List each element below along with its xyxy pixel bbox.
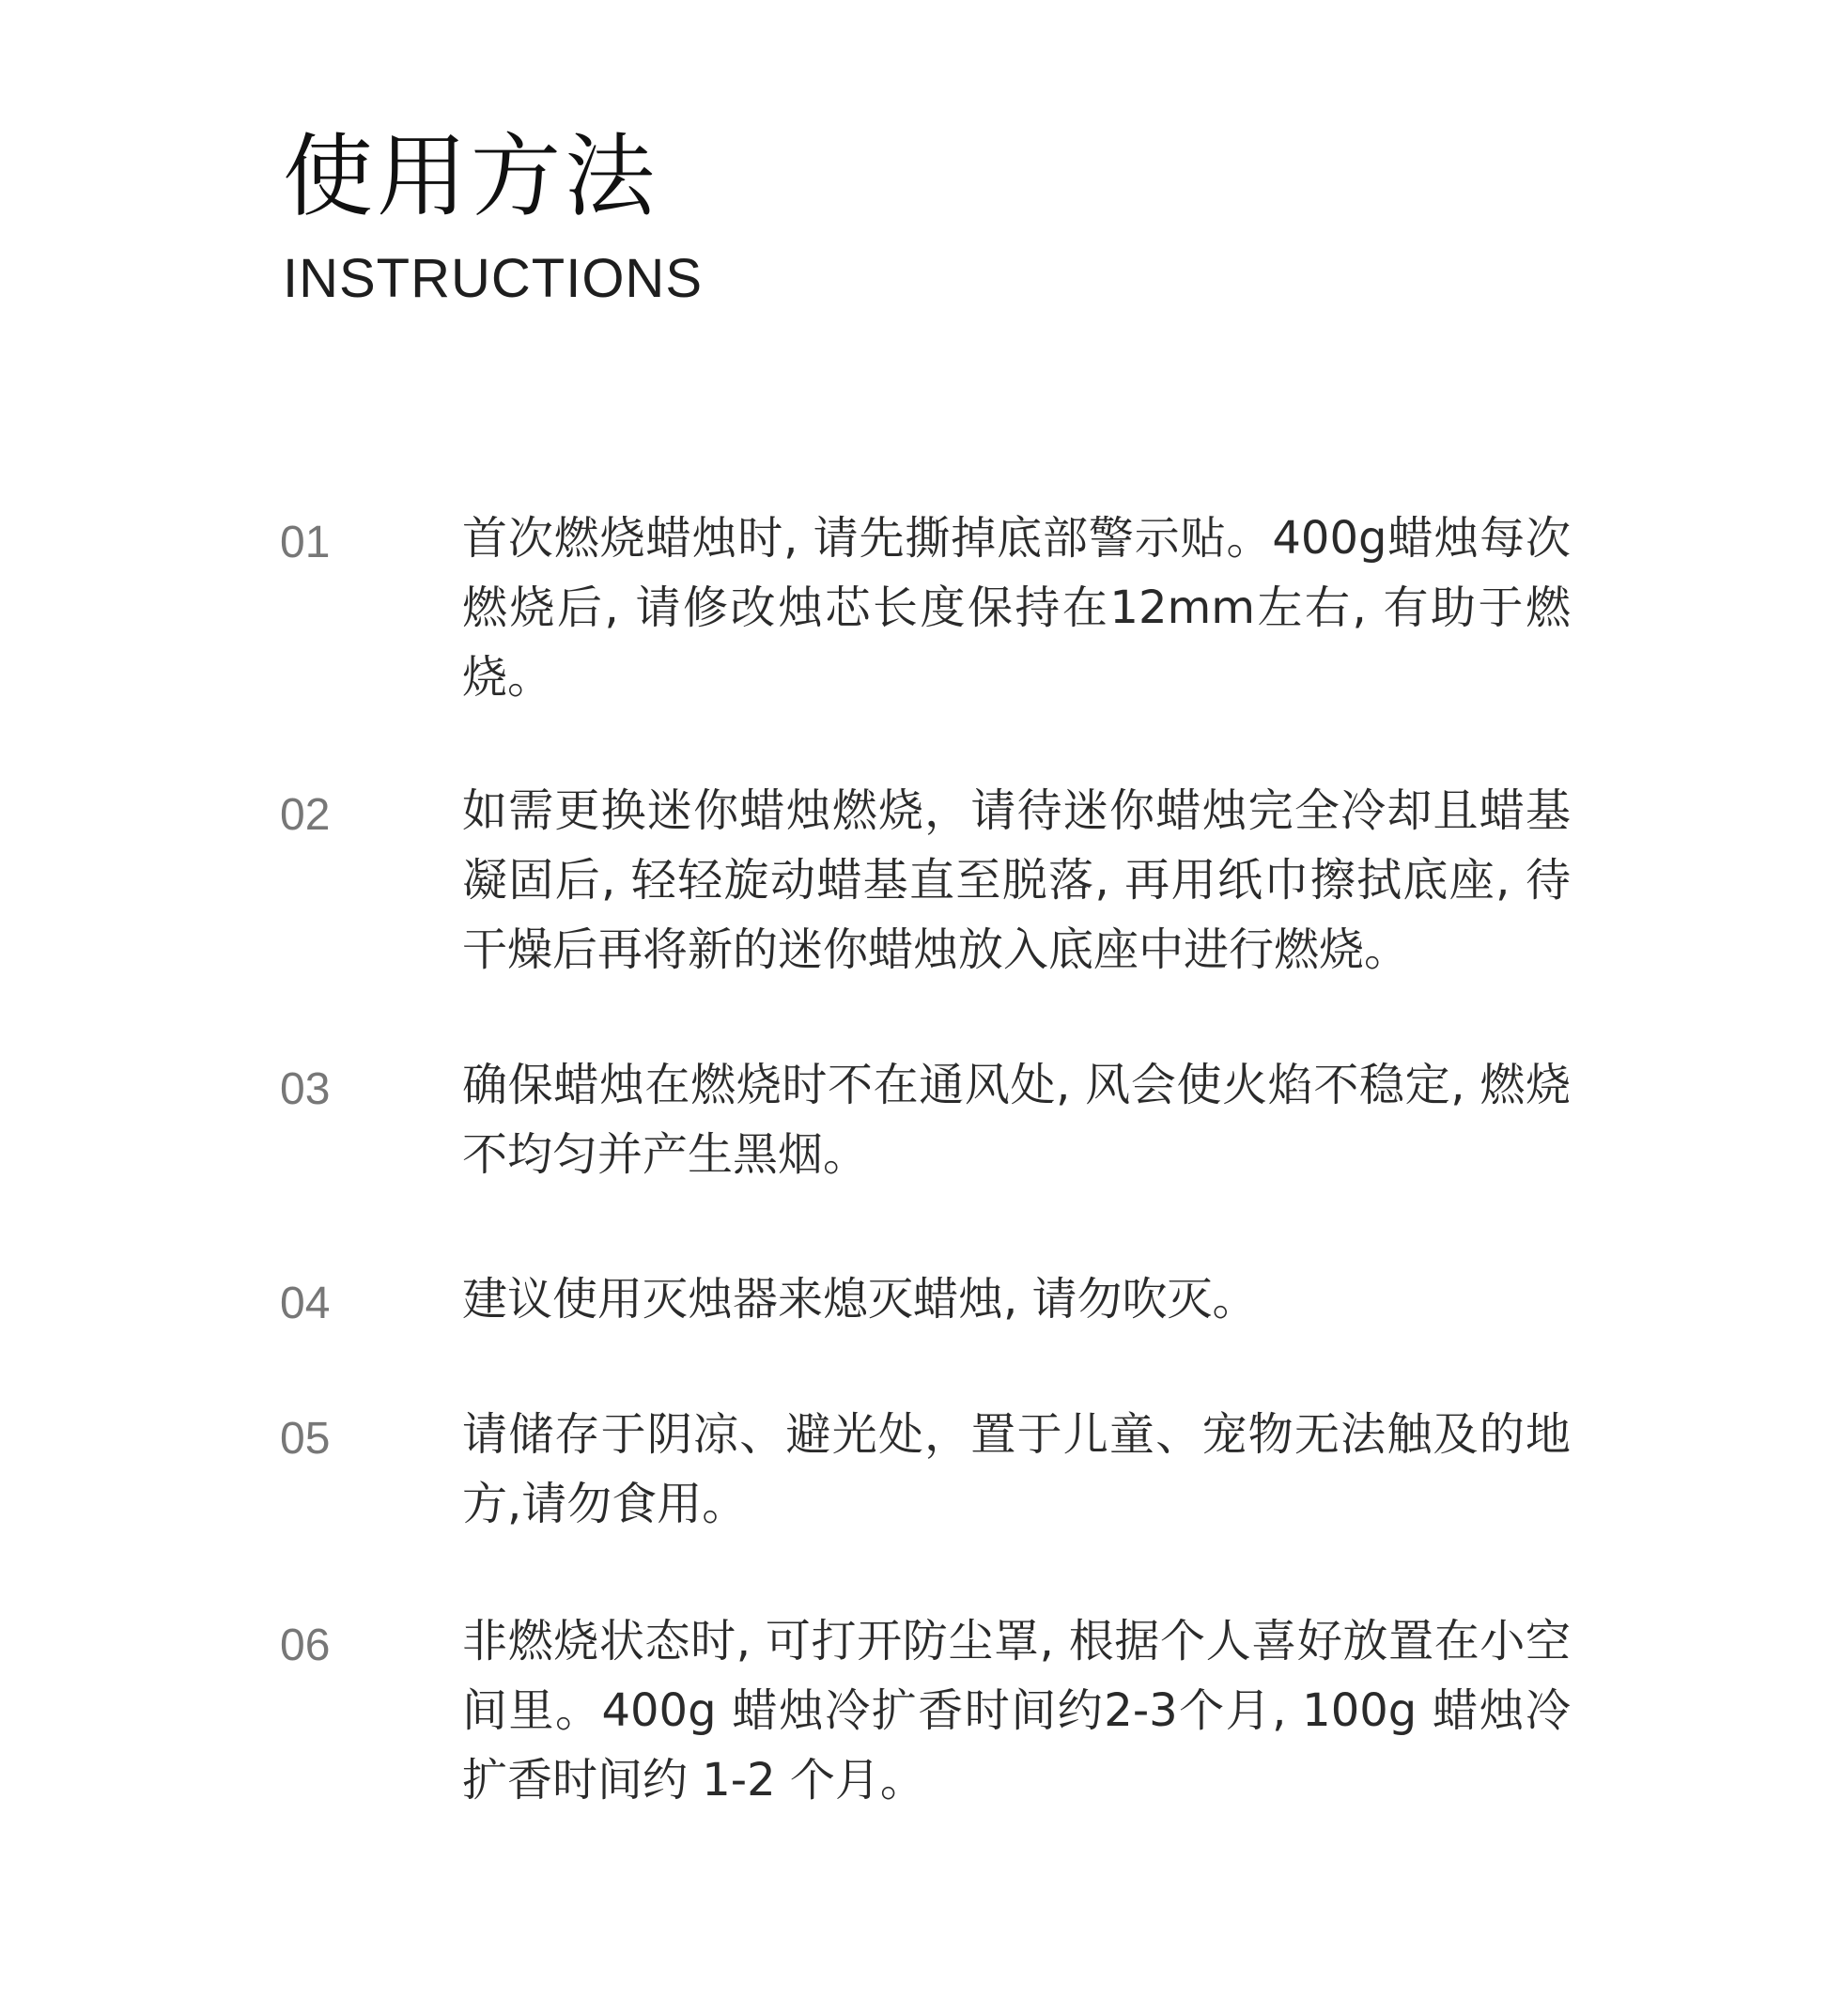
page-header (283, 124, 703, 309)
instruction-number: 06 (280, 1621, 331, 1670)
page-subtitle: INSTRUCTIONS (283, 248, 703, 309)
instruction-text: 非燃烧状态时, 可打开防尘罩, 根据个人喜好放置在小空间里。400g 蜡烛冷扩香时间约2-3个月, 100g 蜡烛冷扩香时间约 1-2 个月。 (462, 1615, 1571, 1807)
instruction-text: 首次燃烧蜡烛时, 请先撕掉底部警示贴。400g蜡烛每次燃烧后, 请修改烛芯长度保持在12mm左右, 有助于燃烧。 (462, 512, 1571, 704)
instruction-text: 请储存于阴凉、避光处，置于儿童、宠物无法触及的地方,请勿食用。 (462, 1408, 1571, 1530)
instruction-number: 04 (280, 1279, 331, 1328)
instruction-text: 确保蜡烛在燃烧时不在通风处, 风会使火焰不稳定, 燃烧不均匀并产生黑烟。 (462, 1059, 1571, 1181)
instruction-number: 05 (280, 1414, 331, 1464)
instruction-number: 02 (280, 790, 331, 840)
page-title: 使用方法 (283, 124, 658, 229)
instruction-number: 01 (280, 518, 331, 567)
instruction-text: 如需更换迷你蜡烛燃烧，请待迷你蜡烛完全冷却且蜡基凝固后, 轻轻旋动蜡基直至脱落, 再用纸巾擦拭底座, 待干燥后再将新的迷你蜡烛放入底座中进行燃烧。 (462, 784, 1571, 976)
instruction-text: 建议使用灭烛器来熄灭蜡烛, 请勿吹灭。 (462, 1273, 1258, 1326)
instruction-number: 03 (280, 1064, 331, 1114)
